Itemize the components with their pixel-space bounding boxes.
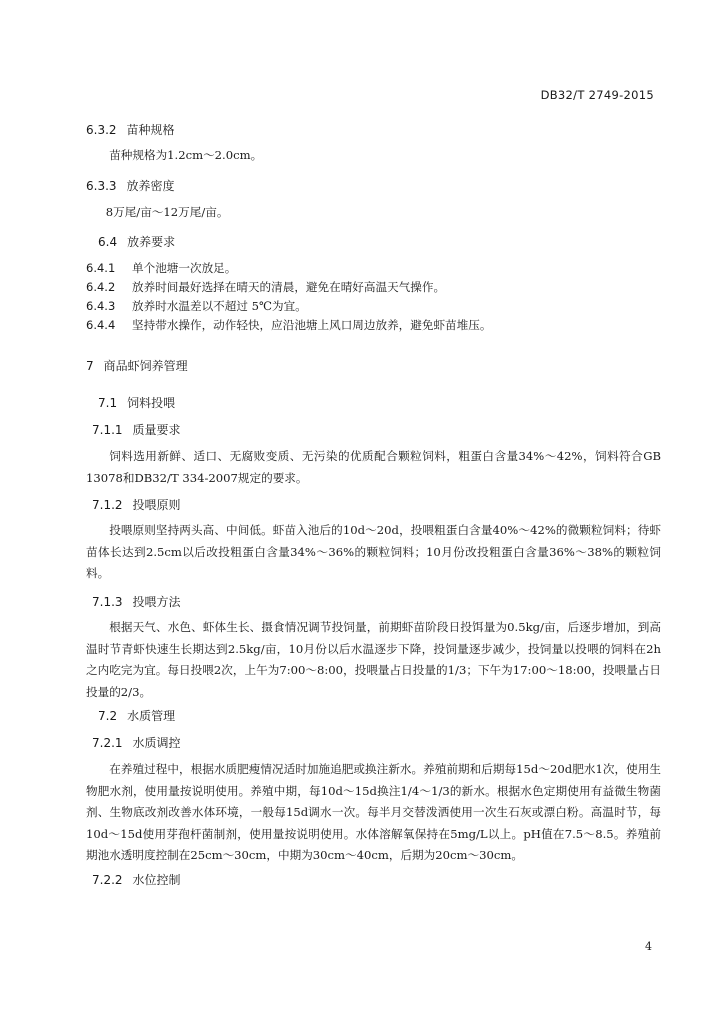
- section-7-2-2: [92, 871, 667, 888]
- section-title: 投喂方法: [132, 595, 181, 609]
- list-item: [86, 278, 661, 297]
- section-7-1-2-body: [86, 520, 661, 585]
- item-number: 6.4.3: [86, 299, 116, 313]
- item-number: 6.4.2: [86, 280, 116, 294]
- section-title: 放养密度: [126, 179, 175, 193]
- item-number: 6.4.1: [86, 261, 116, 275]
- section-number: 7.2.2: [92, 873, 123, 887]
- paragraph: 8万尾/亩～12万尾/亩。: [105, 205, 229, 219]
- section-7-1-3-body: [86, 617, 661, 703]
- section-heading: [86, 177, 661, 194]
- section-title: 商品虾饲养管理: [103, 359, 188, 373]
- section-heading: [92, 871, 667, 888]
- section-title: 水质调控: [132, 736, 181, 750]
- item-text: 放养时水温差以不超过 5℃为宜。: [132, 299, 307, 313]
- section-heading: [92, 421, 667, 438]
- section-number: 6.3.2: [86, 123, 117, 137]
- section-heading: [98, 707, 673, 724]
- section-6-4: [98, 233, 673, 250]
- section-heading: [98, 394, 673, 411]
- section-6-3-3-body: [86, 202, 661, 224]
- section-7-1: [98, 394, 673, 411]
- section-heading: [98, 233, 673, 250]
- section-title: 苗种规格: [126, 123, 175, 137]
- section-7: [86, 357, 661, 374]
- section-6-3-2-body: [86, 145, 661, 167]
- section-title: 质量要求: [132, 423, 181, 437]
- paragraph: 饲料选用新鲜、适口、无腐败变质、无污染的优质配合颗粒饲料，粗蛋白含量34%～42%，饲料符合GB 13078和DB32/T 334-2007规定的要求。: [86, 449, 661, 485]
- section-title: 放养要求: [127, 235, 176, 249]
- section-7-2-1-body: [86, 759, 661, 867]
- section-heading: [86, 121, 661, 138]
- section-6-3-3: [86, 177, 661, 194]
- section-heading: [92, 593, 667, 610]
- section-number: 7: [86, 359, 94, 373]
- section-heading: [92, 496, 667, 513]
- section-7-2: [98, 707, 673, 724]
- section-7-1-1-body: [86, 446, 661, 489]
- section-title: 饲料投喂: [127, 396, 176, 410]
- section-7-2-1: [92, 734, 667, 751]
- item-text: 单个池塘一次放足。: [132, 261, 237, 275]
- section-title: 投喂原则: [132, 498, 181, 512]
- item-number: 6.4.4: [86, 318, 116, 332]
- page-number: 4: [645, 940, 652, 953]
- section-number: 7.2: [98, 709, 118, 723]
- section-title: 水位控制: [132, 873, 181, 887]
- section-number: 7.1.2: [92, 498, 123, 512]
- section-number: 7.1: [98, 396, 118, 410]
- paragraph: 根据天气、水色、虾体生长、摄食情况调节投饲量，前期虾苗阶段日投饵量为0.5kg/亩，后逐步增加，到高温时节青虾快速生长期达到2.5kg/亩，10月份以后水温逐步下降，投饲量逐步减少，投饲量以投喂的饲料在2h之内吃完为宜。每日投喂2次，上午为7:00～8:00，投喂量占日投量的1/3；下午为17:00～18:00，投喂量占日投量的2/3。: [86, 620, 661, 699]
- list-item: [86, 297, 661, 316]
- section-heading: [92, 734, 667, 751]
- item-text: 坚持带水操作，动作轻快，应沿池塘上风口周边放养，避免虾苗堆压。: [132, 318, 492, 332]
- list-item: [86, 316, 661, 335]
- paragraph: 在养殖过程中，根据水质肥瘦情况适时加施追肥或换注新水。养殖前期和后期每15d～20d肥水1次，使用生物肥水剂，使用量按说明使用。养殖中期，每10d～15d换注1/4～1/3的新水。根据水色定期使用有益微生物菌剂、生物底改剂改善水体环境，一般每15d调水一次。每半月交替泼洒使用一次生石灰或漂白粉。高温时节，每10d～15d使用芽孢杆菌制剂，使用量按说明使用。水体溶解氧保持在5mg/L以上。pH值在7.5～8.5。养殖前期池水透明度控制在25cm～30cm，中期为30cm～40cm，后期为20cm～30cm。: [86, 762, 661, 862]
- paragraph: 投喂原则坚持两头高、中间低。虾苗入池后的10d～20d，投喂粗蛋白含量40%～42%的微颗粒饲料；待虾苗体长达到2.5cm以后改投粗蛋白含量34%～36%的颗粒饲料；10月份改投粗蛋白含量36%～38%的颗粒饲料。: [86, 523, 661, 580]
- section-6-3-2: [86, 121, 661, 138]
- section-number: 7.1.3: [92, 595, 123, 609]
- section-number: 7.2.1: [92, 736, 123, 750]
- item-text: 放养时间最好选择在晴天的清晨，避免在晴好高温天气操作。: [132, 280, 446, 294]
- section-number: 7.1.1: [92, 423, 123, 437]
- section-number: 6.4: [98, 235, 118, 249]
- section-title: 水质管理: [127, 709, 176, 723]
- section-number: 6.3.3: [86, 179, 117, 193]
- section-7-1-2: [92, 496, 667, 513]
- document-code: DB32/T 2749-2015: [540, 88, 654, 102]
- section-7-1-3: [92, 593, 667, 610]
- section-7-1-1: [92, 421, 667, 438]
- chapter-heading: [86, 357, 661, 374]
- paragraph: 苗种规格为1.2cm～2.0cm。: [109, 148, 263, 162]
- section-6-4-list: [86, 259, 661, 335]
- list-item: [86, 259, 661, 278]
